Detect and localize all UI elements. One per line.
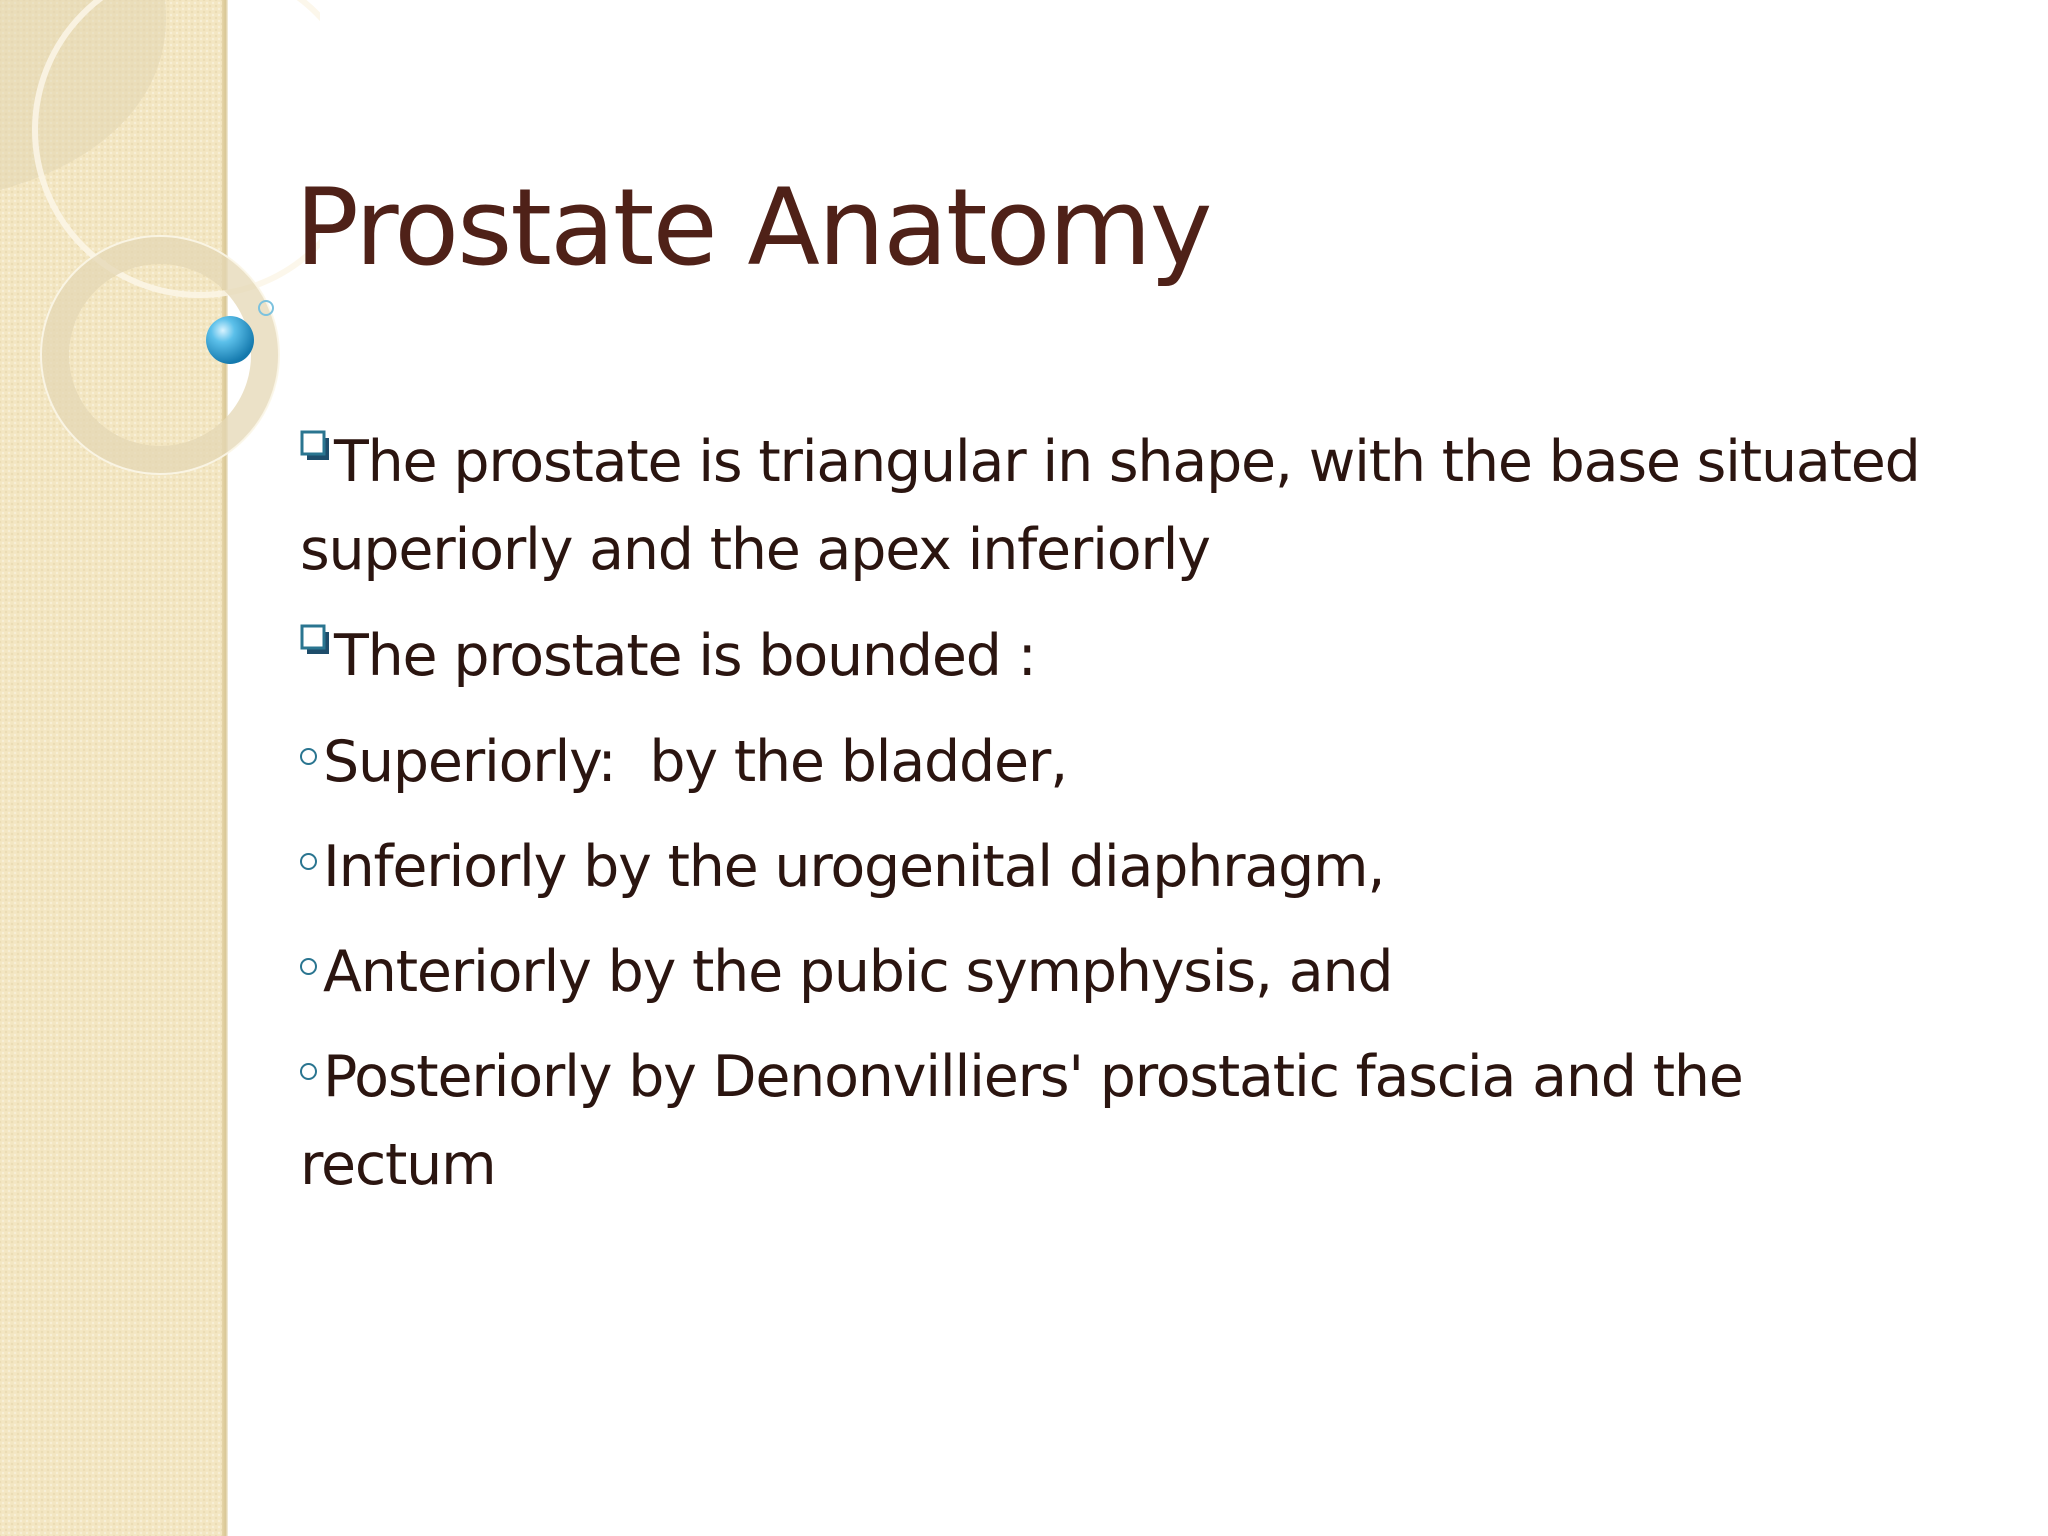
paragraph-text: Inferiorly by the urogenital diaphragm, [323,834,1385,900]
bullet-paragraph [300,418,1950,594]
slide-body [300,418,1950,1226]
paragraph-text: Anteriorly by the pubic symphysis, and [323,939,1393,1005]
paragraph-text: Posteriorly by Denonvilliers' prostatic fascia and the rectum [300,1044,1743,1198]
paragraph-text: Superiorly: by the bladder, [323,729,1068,795]
paragraph-text: The prostate is triangular in shape, with the base situated superiorly and the apex inferiorly [300,429,1920,583]
bullet-paragraph [300,612,1950,700]
sidebar-edge [222,0,228,1536]
circle-bullet-icon [300,853,317,870]
decorative-sidebar [0,0,226,1536]
bullet-paragraph [300,718,1950,806]
circle-bullet-icon [300,748,317,765]
circle-bullet-icon [300,958,317,975]
paragraph-text: The prostate is bounded : [334,623,1036,689]
square-bullet-icon [300,623,330,655]
circle-bullet-icon [300,1063,317,1080]
bullet-paragraph [300,928,1950,1016]
bullet-paragraph [300,823,1950,911]
square-bullet-icon [300,429,330,461]
small-bubble-icon [259,301,273,315]
slide-title: Prostate Anatomy [295,166,1211,289]
bullet-paragraph [300,1033,1950,1209]
